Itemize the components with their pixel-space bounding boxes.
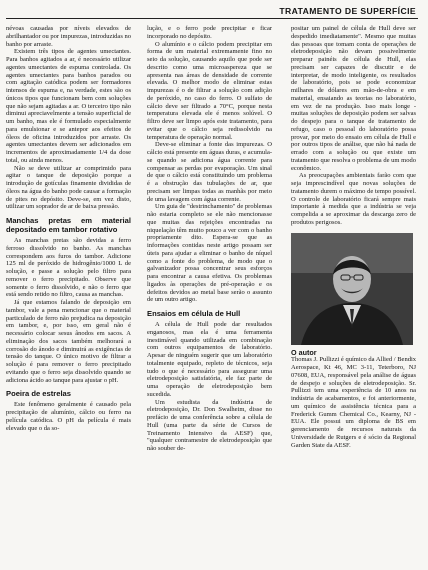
- paragraph: Não se deve utilizar ar comprimido para agitar o tanque de deposição porque a introdução de gotículas finamente divididas de óleos na água do banho pode causar a formação de pites no depósito. Deve-se, em vez disto, utilizar um soprador de ar de baixa pressão.: [6, 164, 131, 211]
- column-1: [6, 25, 131, 432]
- section-heading: Ensaios em célula de Hull: [147, 309, 241, 318]
- paragraph: névoas causadas por níveis elevados de abrilhantador ou por impurezas, introduzidas no banho por arraste.: [6, 25, 131, 48]
- paragraph: As manchas pretas são devidas a ferro ferroso dissolvido no banho. As manchas correspondem aos furos do tambor. Adicione 125 ml de peróxido de hidrogênio/1000 L de solução, e passe a solução pelo filtro para remover o ferro precipitado. Observe que somente o ferro dissolvido, e não o ferro que está sendo retido no filtro, causa as manchas.: [6, 237, 131, 299]
- author-heading: O autor: [291, 347, 317, 357]
- header-rule: [6, 18, 418, 19]
- author-photo: [291, 233, 413, 345]
- paragraph: As preocupações ambientais farão com que seja imprescindível que novas soluções de tratamento durem o máximo de tempo possível. O controle de laboratório ficará sempre mais importante à medida que a indústria se veja compelida a se aproximar da descarga zero de produtos perigosos.: [291, 172, 416, 226]
- column-3: [291, 25, 416, 449]
- paragraph: Deve-se eliminar a fonte das impurezas. O cálcio está presente em águas duras, e acumula-se quando se adiciona água corrente para compensar as perdas por evaporação. Um sinal de que o cálcio está constituindo um problema é a obstrução das tubulações de ar, que precisam ser limpas todas as manhãs por meio de uma lavagem com água corrente.: [147, 141, 272, 203]
- paragraph: Um guia de "destrinchamento" de problemas não estaria completo se ele não mencionasse que muitas das rejeições encontradas na niquelação têm muito pouco a ver com o banho propriamente dito. Espera-se que as informações contidas neste artigo possam ser úteis para ajudar a eliminar o banho de níquel como a fonte do problema, de modo que o galvanizador possa concentrar seus esforços para encontrar a causa efetiva. Os problemas ligados às operações de pré-operação e os defeitos devidos ao metal base serão o assunto de um outro artigo.: [147, 203, 272, 304]
- paragraph: O alumínio e o cálcio podem precipitar em forma de um material extremamente fino no seio da solução, causando aquilo que pode ser descrito como uma microaspereza que se apresenta nas áreas de densidade de corrente elevada. O melhor modo de eliminar estas impurezas é o de filtrar a solução com adição de peróxido, no caso do ferro. O sulfato de cálcio deve ser filtrado a 70°C, porque nesta temperatura elevada ele é menos solúvel. O filtro deve ser limpo após este tratamento, para evitar que o cálcio seja redissolvido na temperatura de operação normal.: [147, 40, 272, 141]
- paragraph: A célula de Hull pode dar resultados enganosos, mas ela é uma ferramenta inestimável quando utilizada em combinação com outros equipamentos de laboratório. Apesar de ninguém sugerir que um laboratório totalmente equipado, repleto de técnicos, seja tudo o que é necessário para assegurar uma eletrodeposição satisfatória, ele faz parte de uma operação de eletrodeposição bem sucedida.: [147, 321, 272, 398]
- paragraph: Já que estamos falando de deposição em tambor, vale a pena mencionar que o material particulado de ferro não prejudica na deposição em tambor, e, por isso, em geral não é necessário colocar sesus ânodos em sacos. A eliminação dos sacos também melhorará a corrosão do ânodo e diminuirá as exigências de tensão do tanque. O único motivo de filtrar a solução é para remover o ferro precipitado evitando que o ferro seja dissolvido quando se adiciona ácido ao tanque para ajustar o pH.: [6, 299, 131, 384]
- running-header: TRATAMENTO DE SUPERFÍCIE: [279, 6, 416, 16]
- author-bio: Thomas J. Pullizzi é químico da Allied / Bendix Aerospace, Kt 46, MC 3-11, Teterboro, NJ 07608, EUA, responsável pela análise de águas de despejo e soluções de eletrodeposição. Sr. Pullizzi tem uma experiência de 10 anos na indústria de acabamentos, e foi anteriormente, um químico de assistência técnica para a Frederick Gumm Chemical Co., Kearny, NJ - EUA. Ele possui um diploma de BS em gerenciamento de recursos naturais da Universidade de Rutgers e é sócio da Regional Garden State da AESF.: [291, 356, 416, 449]
- section-heading: Manchas pretas em material depositado em tambor rotativo: [6, 216, 131, 234]
- paragraph: Existem três tipos de agentes umectantes. Para banhos agitados a ar, é necessário utilizar agentes umectantes de espuma controlada. Os agentes umectantes para banhos parados ou com agitação catódica podem ser formadores intensos de espuma e, na verdade, estes são os únicos tipos que funcionam bem com soluções que não sejam agitadas a ar. O terceiro tipo não diminui apreciavelmente a tensão superficial de um banho, mas ele é formulado especialmente para emulsionar e se antepor aos efeitos de óleos de oficina introduzidos por arraste. Os agentes umectantes devem ser adicionados em incrementos de aproximadamente 1/4 da dose total, ou ainda menos.: [6, 48, 131, 164]
- paragraph: positar um painel de célula de Hull deve ser despedido imediatamente". Mesmo que muitas das pessoas que tomam conta de operações de eletrodeposição não devam possivelmente preparar painéis de célula de Hull, elas precisam ser capazes de discutir e de interpretar, de modo inteligente, os resultados de laboratório, pois se pode economizar milhares de dólares em mão-de-obra e em material, ensaiando as teorias no laboratório, em vez de na produção. Isso mais longe - muitas soluções de deposição podem ser salvas do despejo para o tanque de tratamento de refugo, caso o pessoal do laboratório possa provar, por meio do ensaio em célula de Hull e por outros tipos de análise, que não há nada de errado com a solução ou que existe um tratamento que resolva o problema de um modo econômico.: [291, 25, 416, 172]
- paragraph: Este fenômeno geralmente é causado pela precipitação de alumínio, cálcio ou ferro na película catódica. O pH da película é mais elevado que o da so-: [6, 401, 131, 432]
- column-2: [147, 25, 272, 453]
- paragraph: lução, e o ferro pode precipitar e ficar incorporado no depósito.: [147, 25, 272, 40]
- paragraph: Um estudista da indústria de eletrodeposição, Dr. Don Swalheim, disse no prefácio de uma conferência sobre a célula de Hull (uma parte da série de Cursos de Treinamento Intensivo da AESF) que, "qualquer contramestre de eletrodeposição que não souber de-: [147, 398, 272, 452]
- section-heading: Poeira de estrelas: [6, 389, 72, 399]
